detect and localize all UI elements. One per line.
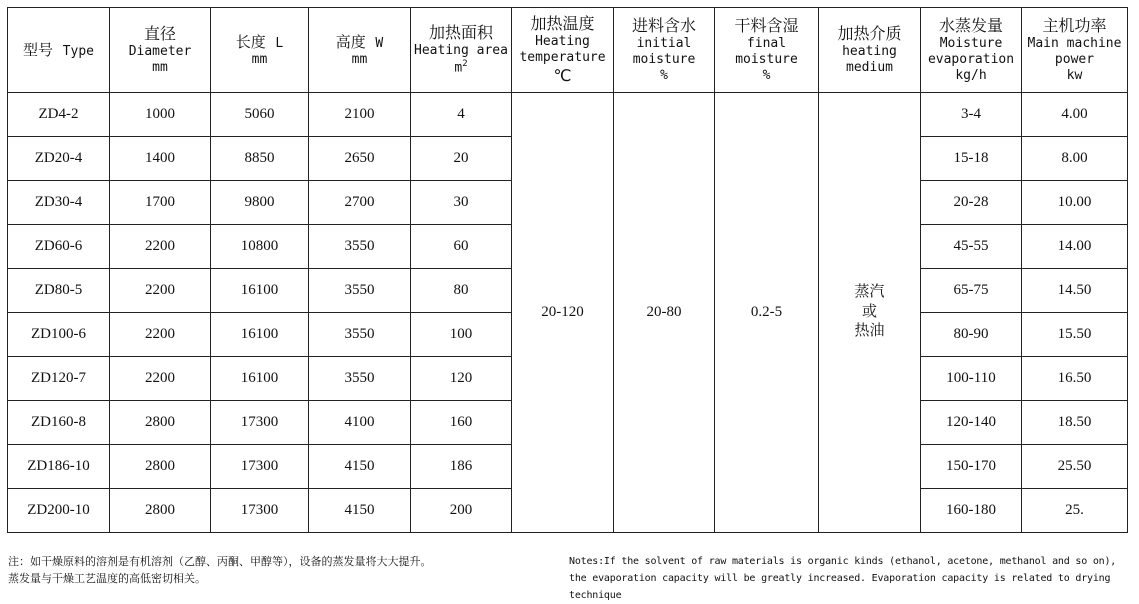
- cell-moisture-evaporation: 160-180: [921, 489, 1022, 533]
- cell-height: 4150: [309, 489, 411, 533]
- cell-length: 16100: [211, 357, 309, 401]
- cell-diameter: 2800: [110, 445, 211, 489]
- header-type: 型号 Type: [8, 8, 110, 93]
- cell-main-machine-power: 18.50: [1022, 401, 1128, 445]
- cell-type: ZD80-5: [8, 269, 110, 313]
- cell-height: 4150: [309, 445, 411, 489]
- cell-length: 17300: [211, 489, 309, 533]
- cell-main-machine-power: 10.00: [1022, 181, 1128, 225]
- table-body: [8, 93, 1128, 533]
- cell-length: 5060: [211, 93, 309, 137]
- cell-diameter: 2200: [110, 357, 211, 401]
- cell-moisture-evaporation: 150-170: [921, 445, 1022, 489]
- cell-heating-area: 30: [411, 181, 512, 225]
- cell-length: 8850: [211, 137, 309, 181]
- cell-main-machine-power: 14.50: [1022, 269, 1128, 313]
- cell-heating-medium: [819, 93, 921, 533]
- cell-type: ZD30-4: [8, 181, 110, 225]
- header-heating-temperature: 加热温度 Heating temperature ℃: [512, 8, 614, 93]
- cell-diameter: 2200: [110, 313, 211, 357]
- cell-moisture-evaporation: 45-55: [921, 225, 1022, 269]
- cell-height: 4100: [309, 401, 411, 445]
- header-main-machine-power: 主机功率 Main machine power kw: [1022, 8, 1128, 93]
- cell-heating-area: 120: [411, 357, 512, 401]
- cell-main-machine-power: 25.50: [1022, 445, 1128, 489]
- note-chinese-line-1: 注：如干燥原料的溶剂是有机溶剂（乙醇、丙酮、甲醇等），设备的蒸发量将大大提升。: [8, 555, 432, 568]
- cell-length: 17300: [211, 401, 309, 445]
- cell-heating-area: 4: [411, 93, 512, 137]
- cell-length: 16100: [211, 313, 309, 357]
- cell-length: 10800: [211, 225, 309, 269]
- cell-diameter: 2800: [110, 489, 211, 533]
- cell-heating-area: 20: [411, 137, 512, 181]
- header-row: [8, 8, 1128, 93]
- cell-height: 3550: [309, 225, 411, 269]
- header-initial-moisture: 进料含水 initial moisture %: [614, 8, 715, 93]
- cell-main-machine-power: 8.00: [1022, 137, 1128, 181]
- header-height: 高度 W mm: [309, 8, 411, 93]
- cell-height: 3550: [309, 313, 411, 357]
- note-chinese: [8, 553, 558, 587]
- cell-type: ZD200-10: [8, 489, 110, 533]
- header-diameter: 直径 Diameter mm: [110, 8, 211, 93]
- heating-medium-line: 蒸汽: [854, 284, 885, 301]
- cell-type: ZD100-6: [8, 313, 110, 357]
- header-moisture-evaporation: 水蒸发量 Moisture evaporation kg/h: [921, 8, 1022, 93]
- cell-length: 16100: [211, 269, 309, 313]
- cell-heating-area: 200: [411, 489, 512, 533]
- cell-moisture-evaporation: 3-4: [921, 93, 1022, 137]
- cell-height: 3550: [309, 269, 411, 313]
- table-row: [8, 93, 1128, 137]
- cell-height: 3550: [309, 357, 411, 401]
- cell-type: ZD4-2: [8, 93, 110, 137]
- cell-main-machine-power: 25.: [1022, 489, 1128, 533]
- cell-main-machine-power: 16.50: [1022, 357, 1128, 401]
- cell-length: 17300: [211, 445, 309, 489]
- cell-type: ZD120-7: [8, 357, 110, 401]
- note-chinese-line-2: 蒸发量与干燥工艺温度的高低密切相关。: [8, 572, 206, 585]
- header-length: 长度 L mm: [211, 8, 309, 93]
- cell-type: ZD60-6: [8, 225, 110, 269]
- cell-diameter: 2200: [110, 225, 211, 269]
- heating-medium-line: 热油: [854, 323, 885, 340]
- cell-type: ZD160-8: [8, 401, 110, 445]
- header-final-moisture: 干料含湿 final moisture %: [715, 8, 819, 93]
- cell-diameter: 1000: [110, 93, 211, 137]
- note-english: Notes:If the solvent of raw materials is organic kinds (ethanol, acetone, methanol and so on), the evaporation capacity will be greatly increased. Evaporation capacity is related to drying technique: [569, 556, 1117, 601]
- cell-moisture-evaporation: 15-18: [921, 137, 1022, 181]
- cell-diameter: 1700: [110, 181, 211, 225]
- header-heating-area: 加热面积 Heating area $m^2$: [411, 8, 512, 93]
- cell-heating-area: 80: [411, 269, 512, 313]
- cell-length: 9800: [211, 181, 309, 225]
- cell-heating-area: 160: [411, 401, 512, 445]
- cell-moisture-evaporation: 20-28: [921, 181, 1022, 225]
- cell-moisture-evaporation: 80-90: [921, 313, 1022, 357]
- cell-heating-area: 186: [411, 445, 512, 489]
- spec-table: [7, 7, 1128, 533]
- cell-initial-moisture: 20-80: [614, 93, 715, 533]
- header-heating-medium: 加热介质 heating medium: [819, 8, 921, 93]
- cell-moisture-evaporation: 120-140: [921, 401, 1022, 445]
- cell-height: 2700: [309, 181, 411, 225]
- cell-moisture-evaporation: 100-110: [921, 357, 1022, 401]
- cell-height: 2100: [309, 93, 411, 137]
- cell-main-machine-power: 14.00: [1022, 225, 1128, 269]
- cell-final-moisture: 0.2-5: [715, 93, 819, 533]
- cell-type: ZD186-10: [8, 445, 110, 489]
- cell-height: 2650: [309, 137, 411, 181]
- cell-diameter: 2800: [110, 401, 211, 445]
- heating-medium-line: 或: [861, 303, 877, 320]
- cell-type: ZD20-4: [8, 137, 110, 181]
- cell-heating-area: 100: [411, 313, 512, 357]
- cell-main-machine-power: 15.50: [1022, 313, 1128, 357]
- cell-heating-area: 60: [411, 225, 512, 269]
- cell-moisture-evaporation: 65-75: [921, 269, 1022, 313]
- cell-main-machine-power: 4.00: [1022, 93, 1128, 137]
- cell-heating-temperature: 20-120: [512, 93, 614, 533]
- cell-diameter: 2200: [110, 269, 211, 313]
- cell-diameter: 1400: [110, 137, 211, 181]
